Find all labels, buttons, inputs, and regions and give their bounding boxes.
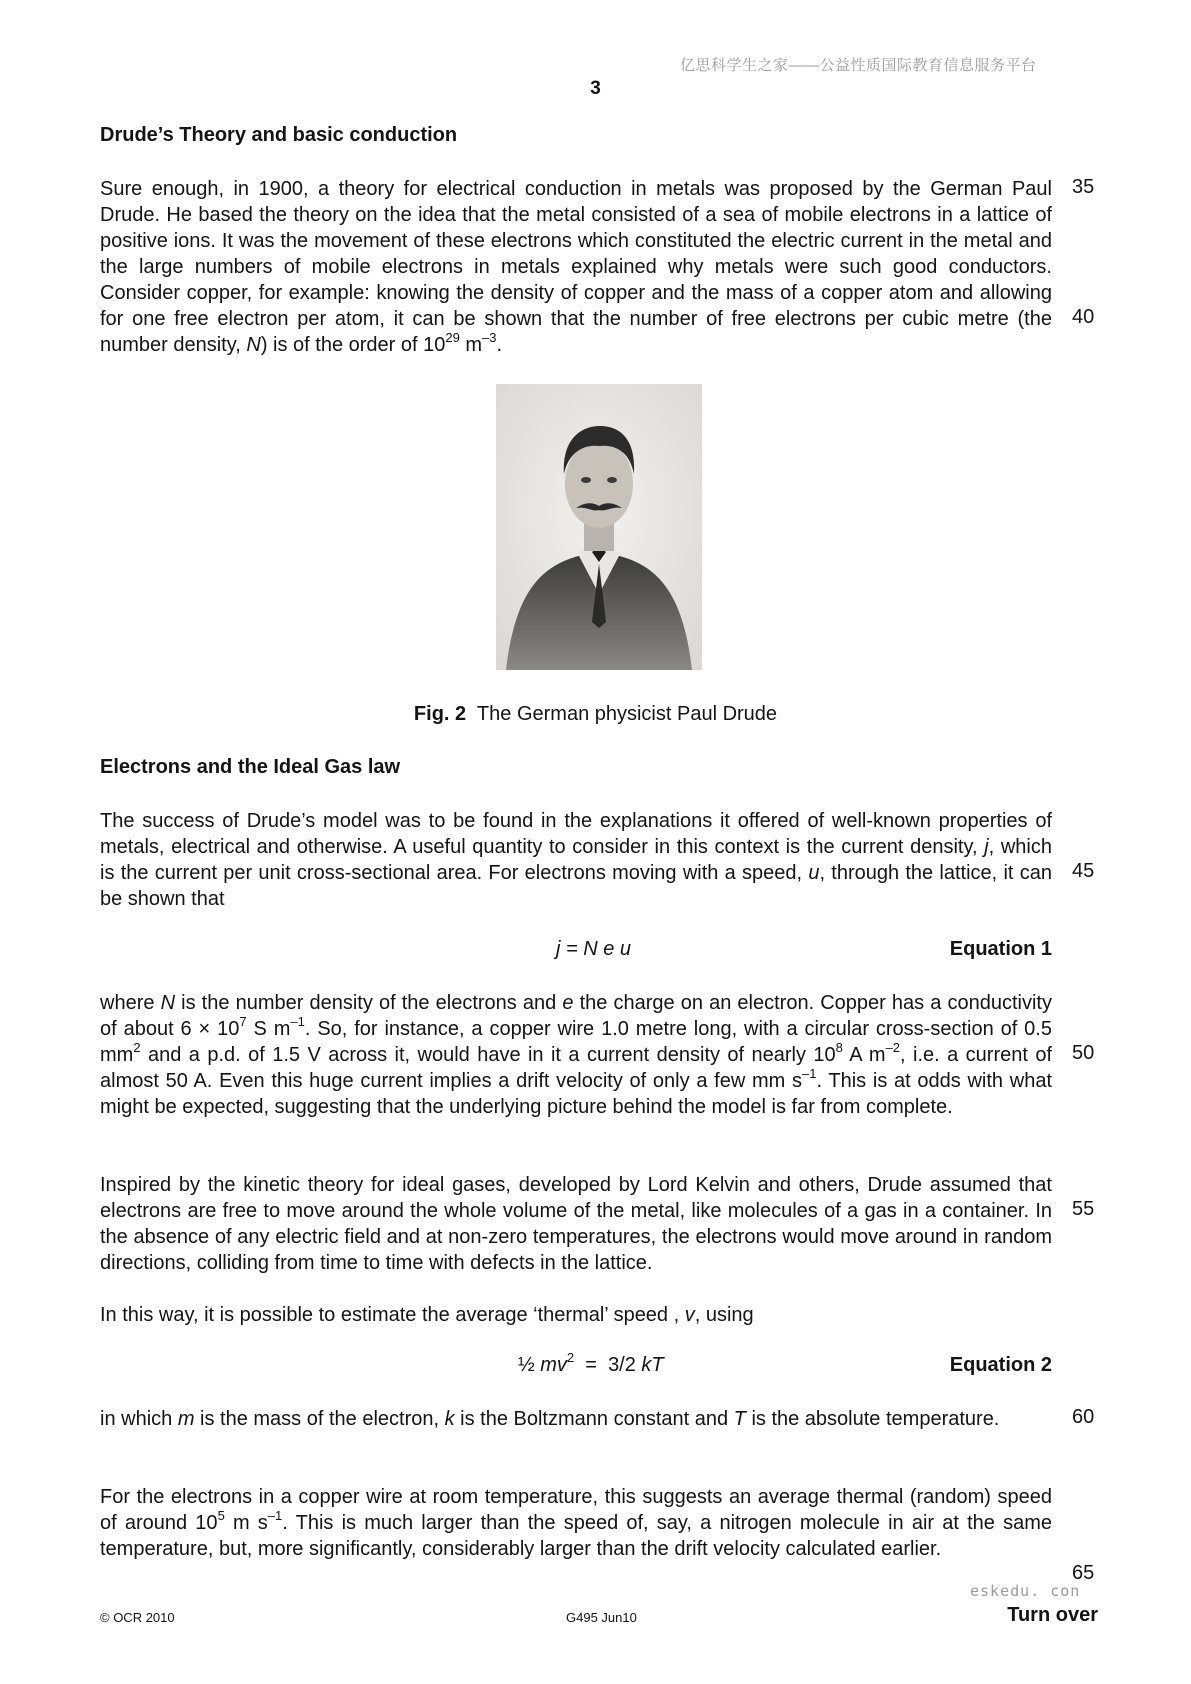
page-number: 3: [590, 78, 601, 99]
line-number: 65: [1072, 1562, 1095, 1584]
figure-caption: Fig. 2 The German physicist Paul Drude: [413, 703, 778, 725]
equation-2-label: Equation 2: [949, 1354, 1052, 1376]
paragraph-current-density: The success of Drude’s model was to be found in the explanations it offered of well-known properties of metals, electrical and otherwise. A useful quantity to consider in this context is the current density, j, which is the current per unit cross-sectional area. For electrons moving with a speed, u, through the lattice, it can be shown that: [100, 810, 1052, 910]
line-number: 50: [1072, 1042, 1095, 1064]
footer-turn-over: Turn over: [1007, 1604, 1098, 1626]
footer-paper-code: G495 Jun10: [566, 1610, 637, 1625]
paragraph-copper-conductivity: where N is the number density of the electrons and e the charge on an electron. Copper has a conductivity of about $6 \times 10^7$ S $m^{-1}$. So, for instance, a copper wire 1.0 metre long, with a circular cross-section of 0.5 $mm^2$ and a p.d. of 1.5 V across it, would have in it a current density of nearly $10^8$ A $m^{-2}$, i.e. a current of almost 50 A. Even this huge current implies a drift velocity of only a few mm $s^{-1}$. This is at odds with what might be expected, suggesting that the underlying picture behind the model is far from complete.: [100, 992, 1053, 1118]
equation-1: j = N e u: [556, 938, 632, 960]
watermark-top: 亿思科学生之家——公益性质国际教育信息服务平台: [680, 57, 1037, 74]
line-number: 45: [1072, 860, 1095, 882]
paragraph-room-temperature: For the electrons in a copper wire at room temperature, this suggests an average thermal (random) speed of around $10^5$ m $s^{-1}$. This is much larger than the speed of, say, a nitrogen molecule in air at the same temperature, but, more significantly, considerably larger than the drift velocity calculated earlier.: [100, 1486, 1052, 1560]
paragraph-thermal-speed: In this way, it is possible to estimate the average ‘thermal’ speed , v, using: [100, 1304, 754, 1326]
paragraph-drude-theory: Sure enough, in 1900, a theory for electrical conduction in metals was proposed by the German Paul Drude. He based the theory on the idea that the metal consisted of a sea of mobile electrons in a lattice of positive ions. It was the movement of these electrons which constituted the electric current in the metal and the large numbers of mobile electrons in metals explained why metals were such good conductors. Consider copper, for example: knowing the density of copper and the mass of a copper atom and allowing for one free electron per atom, it can be shown that the number of free electrons per cubic metre (the number density, N) is of the order of $10^{29}$ $m^{-3}$.: [100, 178, 1052, 356]
paragraph-boltzmann: in which m is the mass of the electron, k is the Boltzmann constant and T is the absolute temperature.: [100, 1408, 1000, 1430]
equation-1-label: Equation 1: [949, 938, 1052, 960]
line-number: 60: [1072, 1406, 1095, 1428]
paragraph-kinetic-theory: Inspired by the kinetic theory for ideal gases, developed by Lord Kelvin and others, Drude assumed that electrons are free to move around the whole volume of the metal, like molecules of a gas in a container. In the absence of any electric field and at non-zero temperatures, the electrons would move around in random directions, colliding from time to time with defects in the lattice.: [100, 1174, 1052, 1274]
line-number: 35: [1072, 176, 1095, 198]
equation-2: ½ $mv^2 = 3/2$ kT: [518, 1350, 664, 1376]
section-heading-ideal-gas: Electrons and the Ideal Gas law: [100, 756, 401, 778]
footer-copyright: © OCR 2010: [100, 1610, 175, 1625]
section-heading-drude-theory: Drude’s Theory and basic conduction: [100, 124, 458, 146]
line-number: 55: [1072, 1198, 1095, 1220]
watermark-bottom: eskedu. con: [970, 1582, 1081, 1600]
line-number: 40: [1072, 306, 1095, 328]
portrait-photo-icon: [496, 384, 702, 670]
